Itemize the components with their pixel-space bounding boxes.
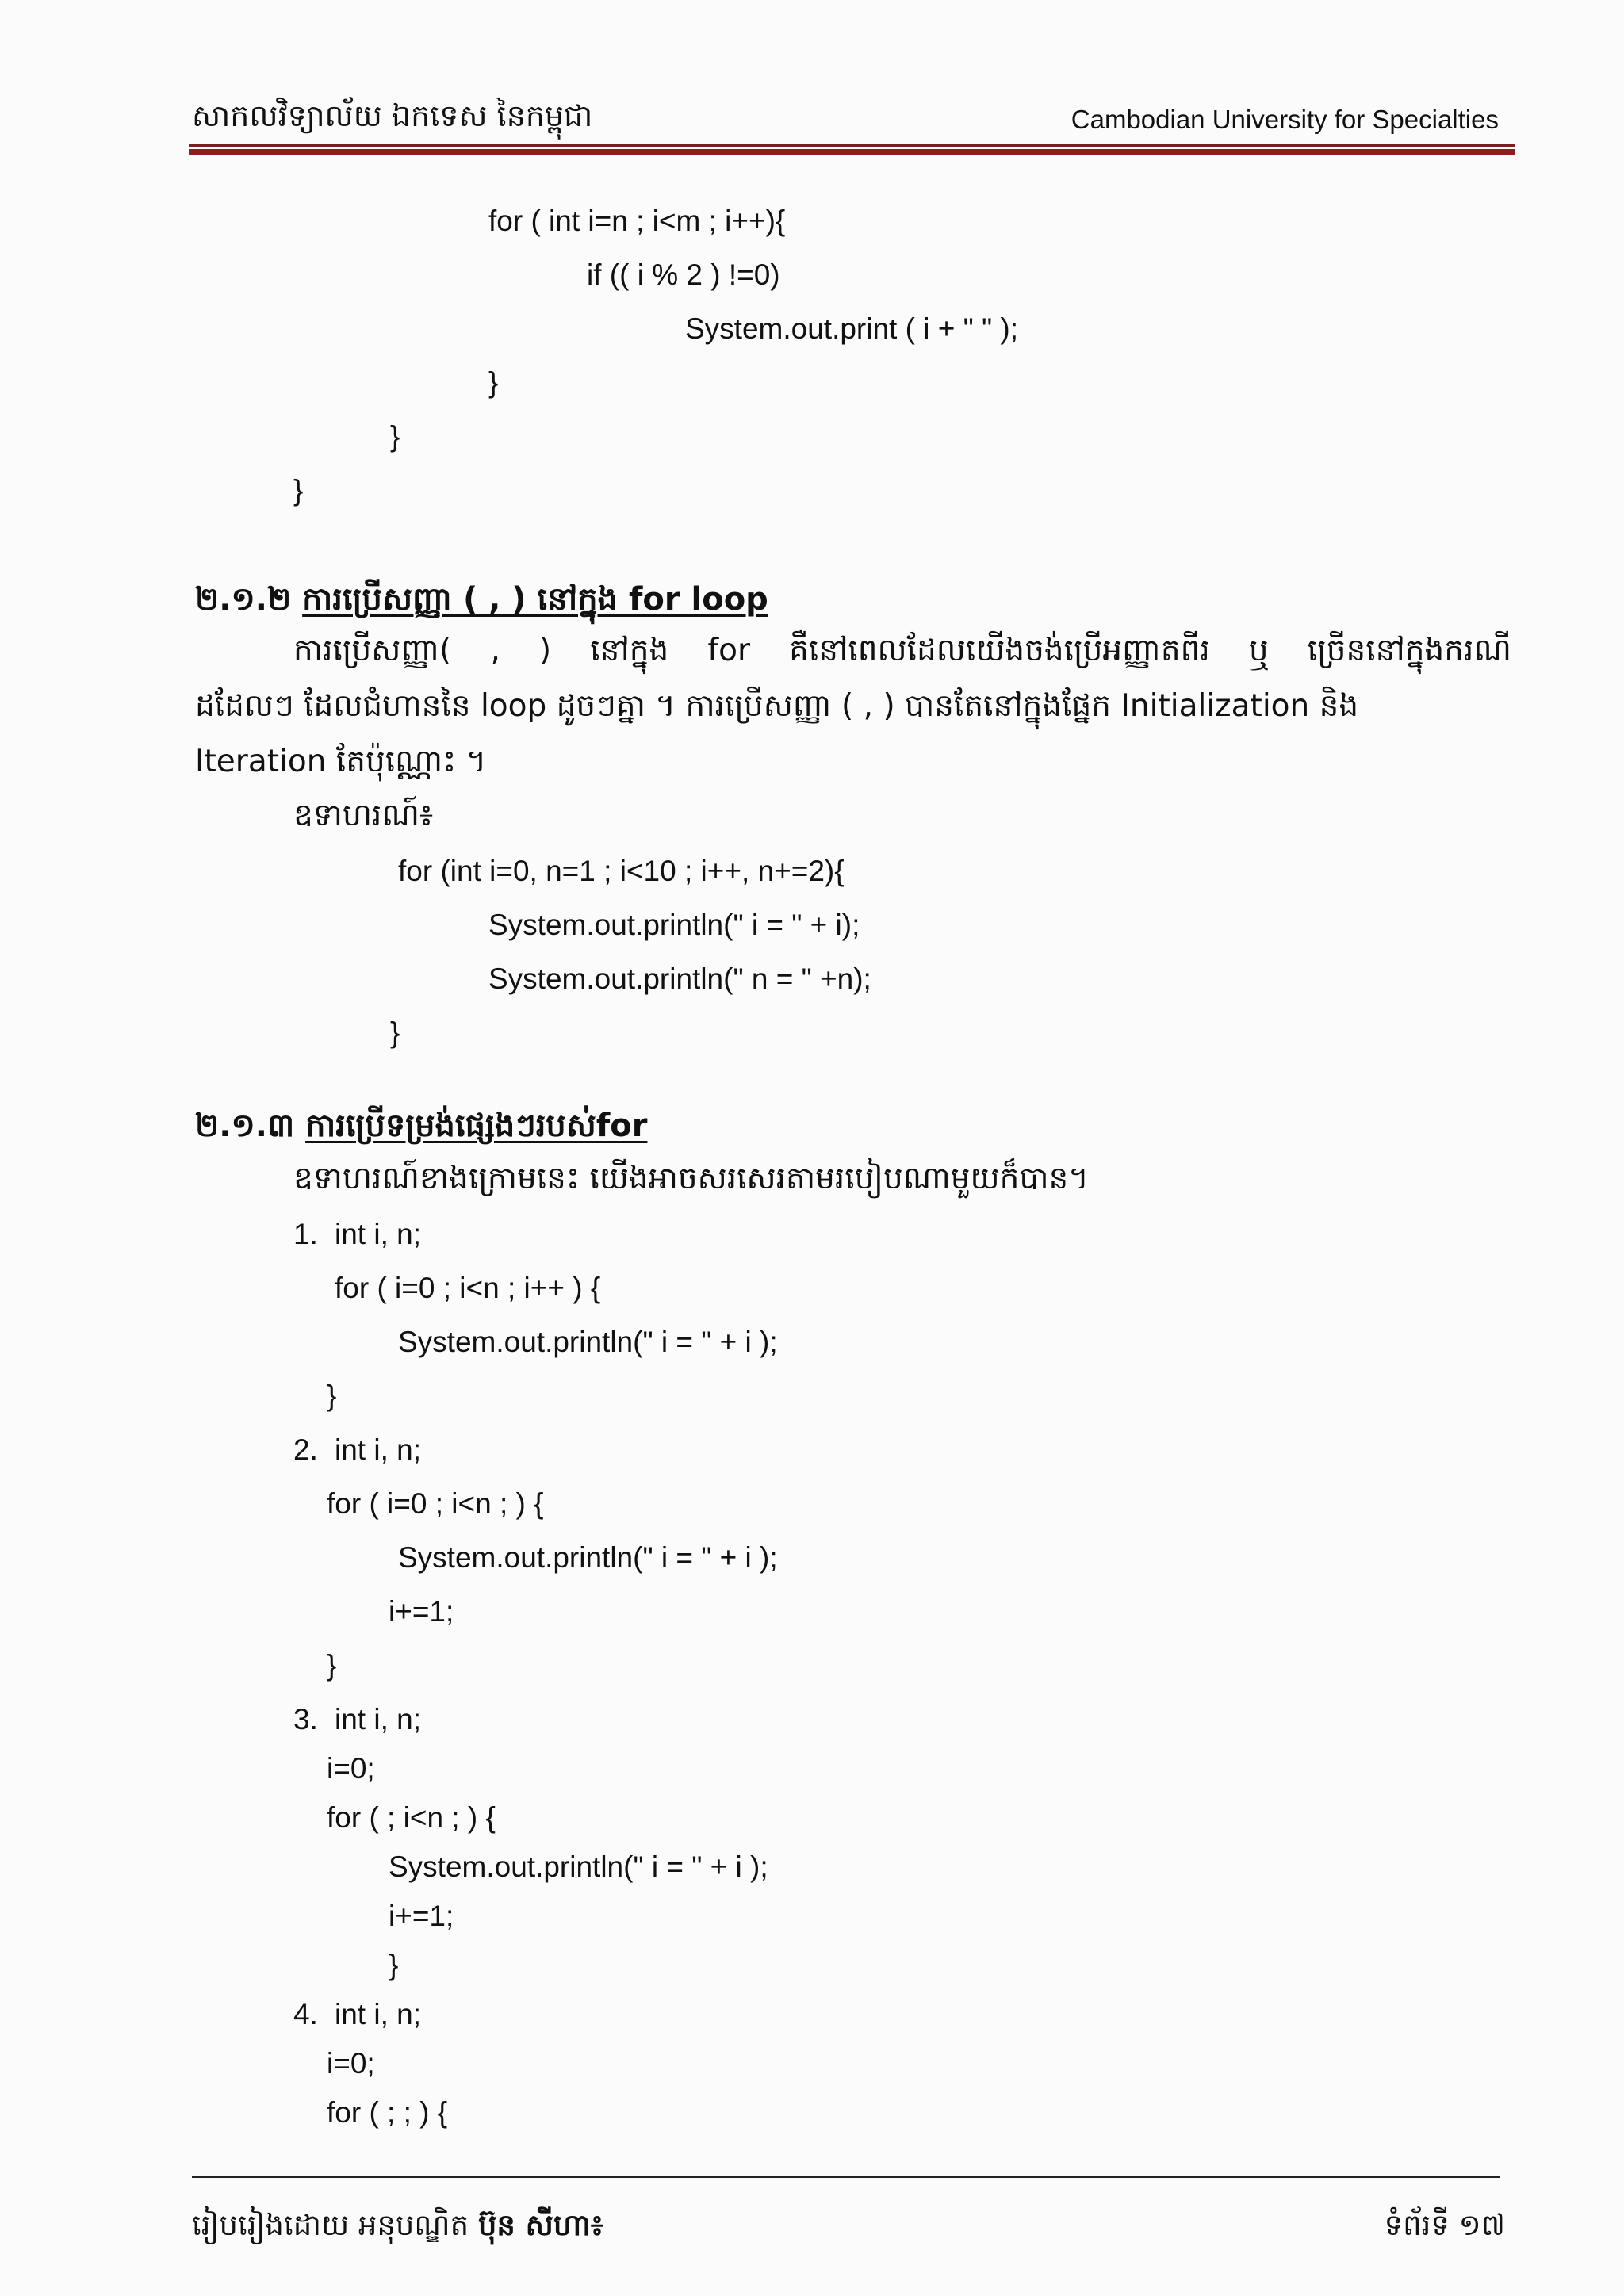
section-number: ២.១.២ (195, 581, 292, 618)
list-item (293, 1433, 421, 1467)
code-line: for ( ; ; ) { (327, 2096, 448, 2129)
example-label: ឧទាហរណ៍៖ (293, 798, 434, 833)
code-line: for ( int i=n ; i<m ; i++){ (488, 205, 786, 237)
code-line: int i, n; (335, 1703, 421, 1735)
section-heading-2-1-2 (195, 579, 768, 626)
code-line: for ( i=0 ; i<n ; ) { (327, 1487, 544, 1520)
code-line: if (( i % 2 ) !=0) (587, 258, 780, 291)
code-line: System.out.println(" i = " + i ); (389, 1850, 768, 1883)
list-item (293, 1703, 421, 1736)
header-divider-thick (189, 149, 1515, 155)
list-number: 4. (293, 1998, 318, 2030)
section-title: ការប្រើសញ្ញា ( , ) នៅក្នុង for loop (302, 581, 768, 618)
list-item (293, 1998, 421, 2031)
header-divider-thin (189, 144, 1515, 147)
header-university-english: Cambodian University for Specialties (1071, 105, 1499, 134)
code-line: System.out.print ( i + " " ); (685, 312, 1019, 345)
code-line: } (390, 1016, 400, 1049)
code-line: System.out.println(" i = " + i ); (398, 1541, 778, 1574)
code-line: } (327, 1380, 337, 1412)
footer-divider (192, 2176, 1500, 2178)
section-title: ការប្រើទម្រង់ផ្សេងៗរបស់for (305, 1108, 648, 1144)
list-number: 3. (293, 1703, 318, 1735)
code-line: i+=1; (389, 1900, 454, 1932)
section-heading-2-1-3 (195, 1105, 647, 1152)
code-line: int i, n; (335, 1218, 421, 1250)
code-line: System.out.println(" i = " + i); (488, 909, 860, 941)
list-number: 2. (293, 1433, 318, 1466)
page-number: ទំព័រទី ១៧ (1384, 2208, 1505, 2242)
code-line: int i, n; (335, 1998, 421, 2030)
list-item (293, 1218, 421, 1251)
code-line: } (293, 474, 304, 507)
section-number: ២.១.៣ (195, 1108, 295, 1144)
code-line: for ( i=0 ; i<n ; i++ ) { (335, 1272, 601, 1304)
code-line: for (int i=0, n=1 ; i<10 ; i++, n+=2){ (398, 855, 845, 887)
code-line: for ( ; i<n ; ) { (327, 1801, 496, 1834)
code-line: System.out.println(" i = " + i ); (398, 1326, 778, 1358)
code-line: } (389, 1949, 399, 1981)
code-line: } (327, 1649, 337, 1682)
header-university-khmer: សាកលវិទ្យាល័យ ឯកទេស នៃកម្ពុជា (192, 98, 593, 133)
code-line: } (390, 420, 400, 453)
paragraph-line: ការប្រើសញ្ញា( , ) នៅក្នុង for គឺនៅពេលដែលយើងចង់ប្រើអញ្ញាតពីរ ឬ ច្រើននៅក្នុងករណី (293, 633, 1511, 668)
code-line: i=0; (327, 1752, 375, 1785)
paragraph-line: ដដែលៗ ដែលជំហាននៃ loop ដូចៗគ្នា ។ ការប្រើសញ្ញា ( , ) បានតែនៅក្នុងផ្នែក Initialization និង (195, 688, 1359, 724)
section-intro: ឧទាហរណ៍ខាងក្រោមនេះ យើងអាចសរសេរតាមរបៀបណាមួយក៏បាន។ (293, 1161, 1090, 1196)
code-line: i=0; (327, 2047, 375, 2080)
code-line: } (488, 366, 499, 399)
code-line: int i, n; (335, 1433, 421, 1466)
footer-author-prefix: រៀបរៀងដោយ អនុបណ្ឌិត (192, 2208, 478, 2242)
code-line: System.out.println(" n = " +n); (488, 962, 871, 995)
code-line: i+=1; (389, 1595, 454, 1628)
list-number: 1. (293, 1218, 318, 1250)
paragraph-line: Iteration តែប៉ុណ្ណោះ ។ (195, 744, 487, 779)
footer-author-name: ប៊ុន សីហា៖ (477, 2208, 604, 2242)
footer-author (192, 2207, 603, 2250)
